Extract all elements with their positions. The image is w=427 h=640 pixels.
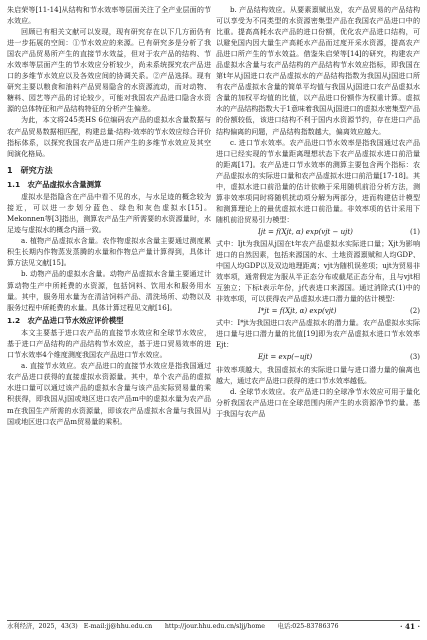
paragraph: a. 直接节水效应。农产品进口的直接节水效应是指我国通过农产品进口获得的直接虚拟水资源量。其中，单个农产品的虚拟水进口量可以通过该产品的虚拟水含量与该产品实际贸易量的乘积获得，即我国从j国或地区进口农产品m中的虚拟水量为农产品m在我国生产所需的水资源量，即该农产品虚拟水含量与我国从j国或地区进口农产品m贸易量的乘积。 [7,361,211,426]
paragraph: 虚拟水是指隐含在产品中看不见的水，与水足迹的概念较为接近，可以进一步划分蓝色、绿色和灰色虚拟水[15]。Mekonnen等[3]指出，测算农产品生产所需要的水资源量时，水足迹与虚拟水的概念内涵一致。 [7,192,211,235]
left-column [7,4,211,427]
right-column [216,4,420,419]
subsection-heading: 1.2 农产品进口节水效应评价模型 [7,315,124,325]
paragraph: 非效率项越大，我国虚拟水的实际进口量与进口潜力量的偏离也越大，通过农产品进口获得的进口节水效率越低。 [216,364,420,385]
page-number: · 41 · [399,622,420,631]
paragraph: c. 进口节水效率。农产品进口节水效率是指我国通过农产品进口已经实现的节水量距离理想状态下农产品虚拟水进口前沿量的距离[17]。农产品进口节水效率的测算主要包含两个指标：农产品虚拟水的实际进口量和农产品虚拟水进口前沿量[17-18]。其中，虚拟水进口前沿量的估计依赖于采用随机前沿分析方法，测算非效率项同时将随机扰动项分解为两部分，进而构建估计模型和测算理论上的最优虚拟水进口前沿量。非效率项的估计采用下随机前沿贸易引力模型： [216,137,420,224]
paragraph: 回顾已有相关文献可以发现，现有研究存在以下几方面仍有进一步拓展的空间：①节水效应的来源。已有研究多是分析了我国农产品贸易所产生的直接节水效益，但对于农产品的结构、节水效率等层面产生的节水效应分析较少，尚未系统探究农产品进口的多维节水效应以及各效应间的协调关系。②产品选择。现有研究主要以粮食和油料产品贸易隐含的水资源流动，而对动物、糖料、园艺等产品的讨论较少，可能对我国农产品进口隐含水资源的总体特征和产品结构特征的分析产生偏差。 [7,27,211,114]
paragraph: 式中：Ijt为我国从j国在t年农产品虚拟水实际进口量；Xjt为影响进口的自然因素，包括来源国的水、土地资源禀赋和人均GDP、中国人均GDP以及双边地理距离；vjt为随机误差项；ujt为贸易非效率项，通常假定为服从半正态分布或截尾正态分布，且与vjt相互独立；下标t表示年份，j代表进口来源国。通过消除式(1)中的非效率项，可以获得农产品虚拟水进口潜力量的估计模型： [216,238,420,304]
subsection-heading: 1.1 农产品虚拟水含量测算 [7,179,102,189]
paragraph: 本文主要基于进口农产品的直接节水效应和全球节水效应，基于进口产品结构的产品结构节水效应，基于进口贸易效率的进口节水效率4个维度测度我国农产品进口节水效应。 [7,328,211,360]
section-heading: 1 研究方法 [7,165,53,175]
equation-body: Ejt = exp(−ujt) [258,352,313,362]
paragraph: b. 产品结构效应。从要素禀赋出发，农产品贸易的产品结构可以享受为不同类型的水资源密集型产品在我国农产品进口中的比重。提高高耗水农产品的进口份额，优化农产品进口结构，可以避免国内因大量生产高耗水产品而过度开采水资源，提高农产品进口所产生的节水效益。借鉴朱启荣等[14]的研究，构建农产品虚拟水含量与农产品结构的产品结构节水效应指标，即我国在第t年从j国进口农产品虚拟水的产品结构指数为我国从j国进口所有农产品虚拟水含量的简单平均值与我国从j国进口农产品虚拟水含量的加权平均值的比值，以产品进口份额作为权重计算。虚拟水的产品结构指数大于1意味着我国从j国进口的虚拟水密集型产品的份额较低，该进口结构不利于国内水资源节约，存在进口产品结构偏离的问题，产品结构指数越大，偏离效应越大。 [216,5,420,136]
equation-number: (2) [410,306,420,316]
equation-3 [216,350,420,363]
paragraph: 式中：I*jt为我国进口农产品虚拟水的潜力量。农产品虚拟水实际进口量与进口潜力量的比值[19]即为农产品虚拟水进口节水效率Ejt： [216,318,420,350]
equation-number: (1) [410,226,420,236]
page-footer [7,620,420,633]
equation-2 [216,304,420,317]
journal-issue: 水利经济，2025，43(3) [7,623,78,630]
paragraph: b. 动物产品的虚拟水含量。动物产品虚拟水含量主要通过计算动物生产中所耗费的水资源，包括饲料、饮用水和服务用水量。其中，服务用水量为在清洁饲料产品、清洗场所、动物以及服务过程中所耗费的水量。具体计算过程见文献[16]。 [7,269,211,312]
equation-number: (3) [410,352,420,362]
paragraph: 为此，本文将245类HS 6位编码农产品的虚拟水含量数据与农产品贸易数据相匹配，构建总量-结构-效率的节水效应综合评价指标体系，以探究我国农产品进口所产生的多维节水效应及其空间演化格局。 [7,115,211,158]
equation-body: Ijt = f(Xjt, α) exp(vjt − ujt) [258,226,353,236]
equation-body: I*jt = f(Xjt, α) exp(vjt) [258,306,337,316]
paragraph: 朱启荣等[11-14]从结构和节水效率等层面关注了全产业层面的节水效应。 [7,5,211,26]
equation-1 [216,225,420,238]
paragraph: a. 植物产品虚拟水含量。农作物虚拟水含量主要通过测度累积生长期内作物蒸发蒸腾的水量和作物总产量计算得到，具体计算方法见文献[15]。 [7,236,211,268]
paragraph: d. 全球节水效应。农产品进口的全球净节水效应可用于量化分析我国农产品进口在全球范围内所产生的水资源净节约量。基于我国与农产品 [216,386,420,418]
contact-info: E-mail:jj@hhu.edu.cn http://jour.hhu.edu.cn/sljj/home 电话:025-83786376 [83,623,339,630]
